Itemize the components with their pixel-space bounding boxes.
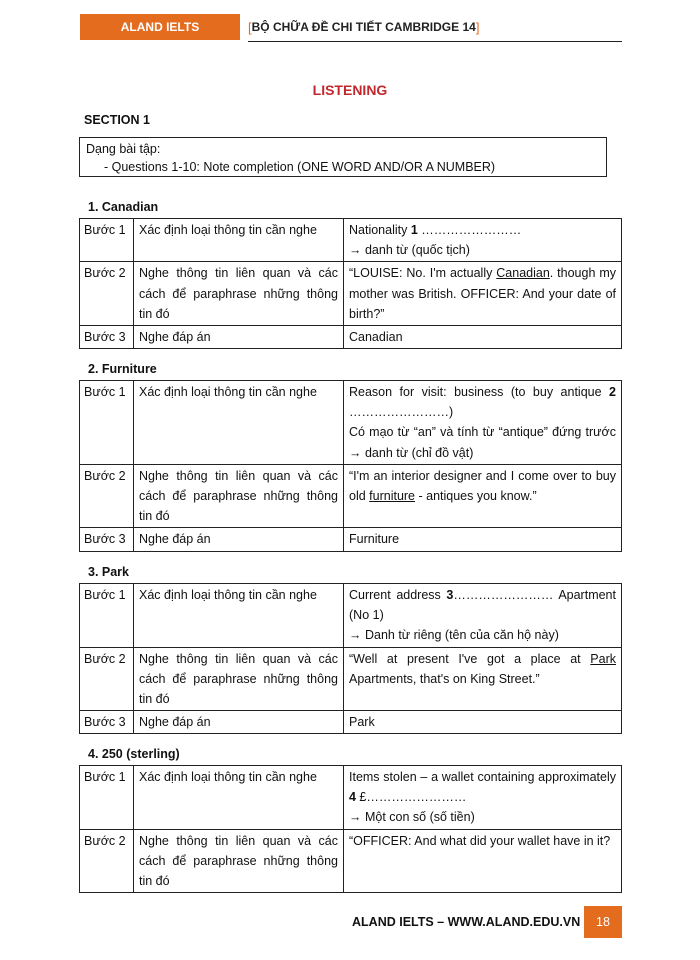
step-note: → Một con số (số tiền) (349, 810, 475, 825)
step-note: Có mạo từ “an” và tính từ “antique” đứng trước → danh từ (chỉ đồ vật) (349, 425, 616, 460)
table-row (80, 711, 622, 734)
step-label: Bước 1 (80, 584, 134, 648)
step-label: Bước 1 (80, 381, 134, 465)
step-description: Nghe thông tin liên quan và các cách để paraphrase những thông tin đó (134, 464, 344, 528)
header-title-text: BỘ CHỮA ĐỀ CHI TIẾT CAMBRIDGE 14 (251, 20, 476, 34)
step-content: “OFFICER: And what did your wallet have in it? (344, 829, 622, 893)
header-bracket-open: [ (248, 19, 252, 35)
footer-text: ALAND IELTS – WWW.ALAND.EDU.VN (352, 915, 581, 929)
step-description: Xác định loại thông tin cần nghe (134, 219, 344, 262)
task-type-item: - Questions 1-10: Note completion (ONE WORD AND/OR A NUMBER) (104, 160, 496, 174)
question-2-table (79, 380, 622, 552)
table-row (80, 584, 622, 648)
question-4-table (79, 765, 622, 893)
step-content: “LOUISE: No. I'm actually Canadian. though my mother was British. OFFICER: And your date of birth?” (344, 262, 622, 326)
step-note: → Danh từ riêng (tên của căn hộ này) (349, 628, 559, 643)
question-3-table (79, 583, 622, 734)
step-content: Current address 3…………………… Apartment (No 1) → Danh từ riêng (tên của căn hộ này) (344, 584, 622, 648)
step-description: Xác định loại thông tin cần nghe (134, 766, 344, 830)
table-row (80, 829, 622, 893)
step-content: Reason for visit: business (to buy antique 2 ……………………) Có mạo từ “an” và tính từ “antique” đứng trước → danh từ (chỉ đồ vật) (344, 381, 622, 465)
step-label: Bước 2 (80, 829, 134, 893)
step-label: Bước 3 (80, 528, 134, 551)
step-label: Bước 2 (80, 262, 134, 326)
answer-cell: Canadian (344, 326, 622, 349)
table-row (80, 766, 622, 830)
task-type-box (79, 137, 607, 177)
step-description: Nghe đáp án (134, 326, 344, 349)
step-content: “Well at present I've got a place at Park Apartments, that's on King Street.” (344, 647, 622, 711)
step-label: Bước 1 (80, 219, 134, 262)
step-description: Nghe đáp án (134, 528, 344, 551)
step-label: Bước 2 (80, 464, 134, 528)
header-bracket-close: ] (475, 19, 480, 35)
table-row (80, 262, 622, 326)
step-description: Xác định loại thông tin cần nghe (134, 584, 344, 648)
step-description: Nghe thông tin liên quan và các cách để paraphrase những thông tin đó (134, 262, 344, 326)
question-4-title: 4. 250 (sterling) (88, 747, 180, 761)
answer-cell: Furniture (344, 528, 622, 551)
step-content: Nationality 1 …………………… → danh từ (quốc tịch) (344, 219, 622, 262)
step-description: Nghe đáp án (134, 711, 344, 734)
step-label: Bước 2 (80, 647, 134, 711)
header-title (248, 14, 479, 40)
table-row (80, 326, 622, 349)
table-row (80, 219, 622, 262)
table-row (80, 381, 622, 465)
step-label: Bước 3 (80, 326, 134, 349)
step-content: Items stolen – a wallet containing approximately 4 £…………………… → Một con số (số tiền) (344, 766, 622, 830)
question-2-title: 2. Furniture (88, 362, 157, 376)
question-1-title: 1. Canadian (88, 200, 159, 214)
page-number: 18 (584, 906, 622, 938)
table-row (80, 464, 622, 528)
header-divider (248, 41, 622, 42)
step-label: Bước 1 (80, 766, 134, 830)
question-3-title: 3. Park (88, 565, 130, 579)
page-title: LISTENING (312, 82, 388, 98)
question-1-table (79, 218, 622, 349)
step-label: Bước 3 (80, 711, 134, 734)
step-description: Nghe thông tin liên quan và các cách để paraphrase những thông tin đó (134, 829, 344, 893)
step-content: “I'm an interior designer and I come over to buy old furniture - antiques you know.” (344, 464, 622, 528)
table-row (80, 528, 622, 551)
header-brand: ALAND IELTS (80, 14, 240, 40)
task-type-heading: Dạng bài tập: (86, 142, 161, 156)
section-label: SECTION 1 (84, 113, 150, 127)
step-description: Nghe thông tin liên quan và các cách để paraphrase những thông tin đó (134, 647, 344, 711)
step-note: → danh từ (quốc tịch) (349, 243, 470, 258)
table-row (80, 647, 622, 711)
answer-cell: Park (344, 711, 622, 734)
step-description: Xác định loại thông tin cần nghe (134, 381, 344, 465)
